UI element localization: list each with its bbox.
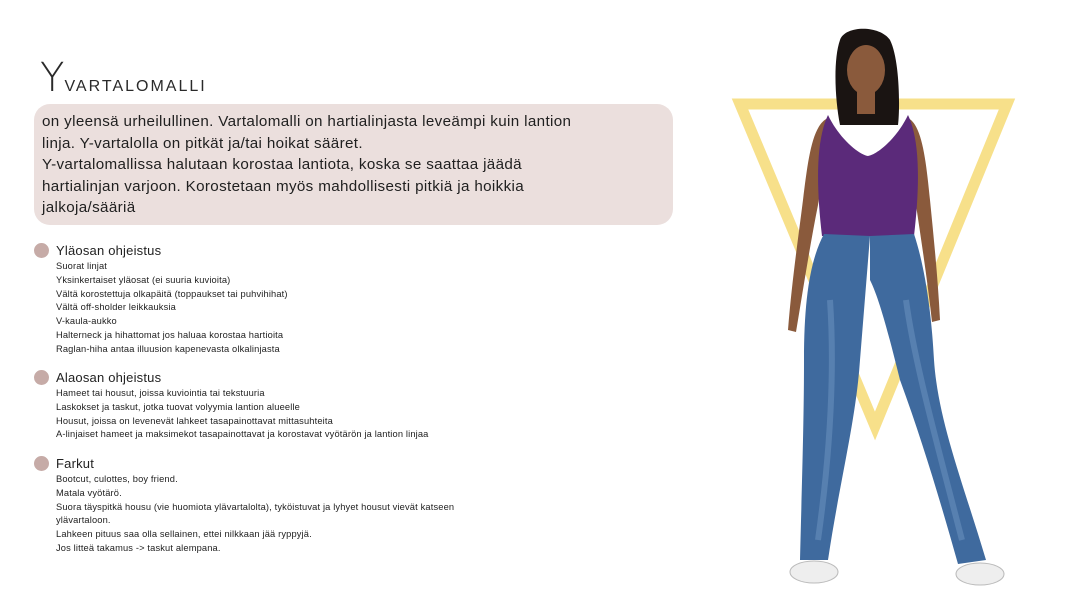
list-item: V-kaula-aukko — [56, 316, 117, 327]
list-item: Yksinkertaiset yläosat (ei suuria kuvioita) — [56, 274, 231, 285]
list-item: ylävartaloon. — [56, 515, 111, 526]
list-item: Raglan-hiha antaa illuusion kapenevasta olkalinjasta — [56, 343, 280, 354]
list-item: A-linjaiset hameet ja maksimekot tasapainottavat ja korostavat vyötärön ja lantion linjaa — [56, 429, 429, 440]
title-rest: VARTALOMALLI — [64, 78, 207, 95]
list-item: Housut, joissa on levenevät lahkeet tasapainottavat mittasuhteita — [56, 415, 333, 426]
face — [847, 45, 885, 95]
list-item: Lahkeen pituus saa olla sellainen, ettei nilkkaan jää ryppyjä. — [56, 529, 312, 540]
list-item: Suora täyspitkä housu (vie huomiota ylävartalolta), tyköistuvat ja lyhyet housut vievät katseen — [56, 501, 455, 512]
page-title — [40, 55, 207, 101]
model-illustration — [700, 0, 1087, 605]
right-shoe — [956, 563, 1004, 585]
model-figure — [700, 0, 1087, 605]
list-item: Halterneck ja hihattomat jos haluaa korostaa hartioita — [56, 329, 284, 340]
neck — [857, 90, 875, 114]
title-big-letter: Y — [40, 55, 65, 101]
list-item: Jos litteä takamus -> taskut alempana. — [56, 542, 221, 553]
list-item: Vältä off-sholder leikkauksia — [56, 302, 176, 313]
list-item: Bootcut, culottes, boy friend. — [56, 474, 178, 484]
intro-line: on yleensä urheilullinen. Vartalomalli on hartialinjasta leveämpi kuin lantion — [42, 113, 572, 130]
section-lower — [34, 368, 429, 442]
list-item: Laskokset ja taskut, jotka tuovat volyymia lantion alueelle — [56, 401, 300, 412]
section-upper — [34, 241, 288, 357]
bullet-dot-icon — [34, 456, 49, 471]
intro-line: linja. Y-vartalolla on pitkät ja/tai hoikat sääret. — [42, 134, 363, 152]
list-item: Hameet tai housut, joissa kuviointia tai tekstuuria — [56, 388, 265, 398]
intro-line: hartialinjan varjoon. Korostetaan myös mahdollisesti pitkiä ja hoikkia — [42, 177, 525, 195]
section-title: Alaosan ohjeistus — [56, 369, 162, 385]
left-shoe — [790, 561, 838, 583]
intro-line: Y-vartalomallissa halutaan korostaa lantiota, koska se saattaa jäädä — [42, 156, 522, 173]
section-title: Farkut — [56, 455, 95, 471]
intro-line: jalkoja/sääriä — [42, 199, 136, 216]
list-item: Matala vyötärö. — [56, 487, 122, 498]
bullet-dot-icon — [34, 243, 49, 258]
intro-box — [34, 104, 673, 225]
section-jeans — [34, 454, 454, 556]
bullet-dot-icon — [34, 370, 49, 385]
list-item: Suorat linjat — [56, 261, 108, 271]
section-title: Yläosan ohjeistus — [56, 242, 162, 258]
list-item: Vältä korostettuja olkapäitä (toppaukset tai puhvihihat) — [56, 288, 288, 299]
tank-top — [818, 115, 918, 236]
